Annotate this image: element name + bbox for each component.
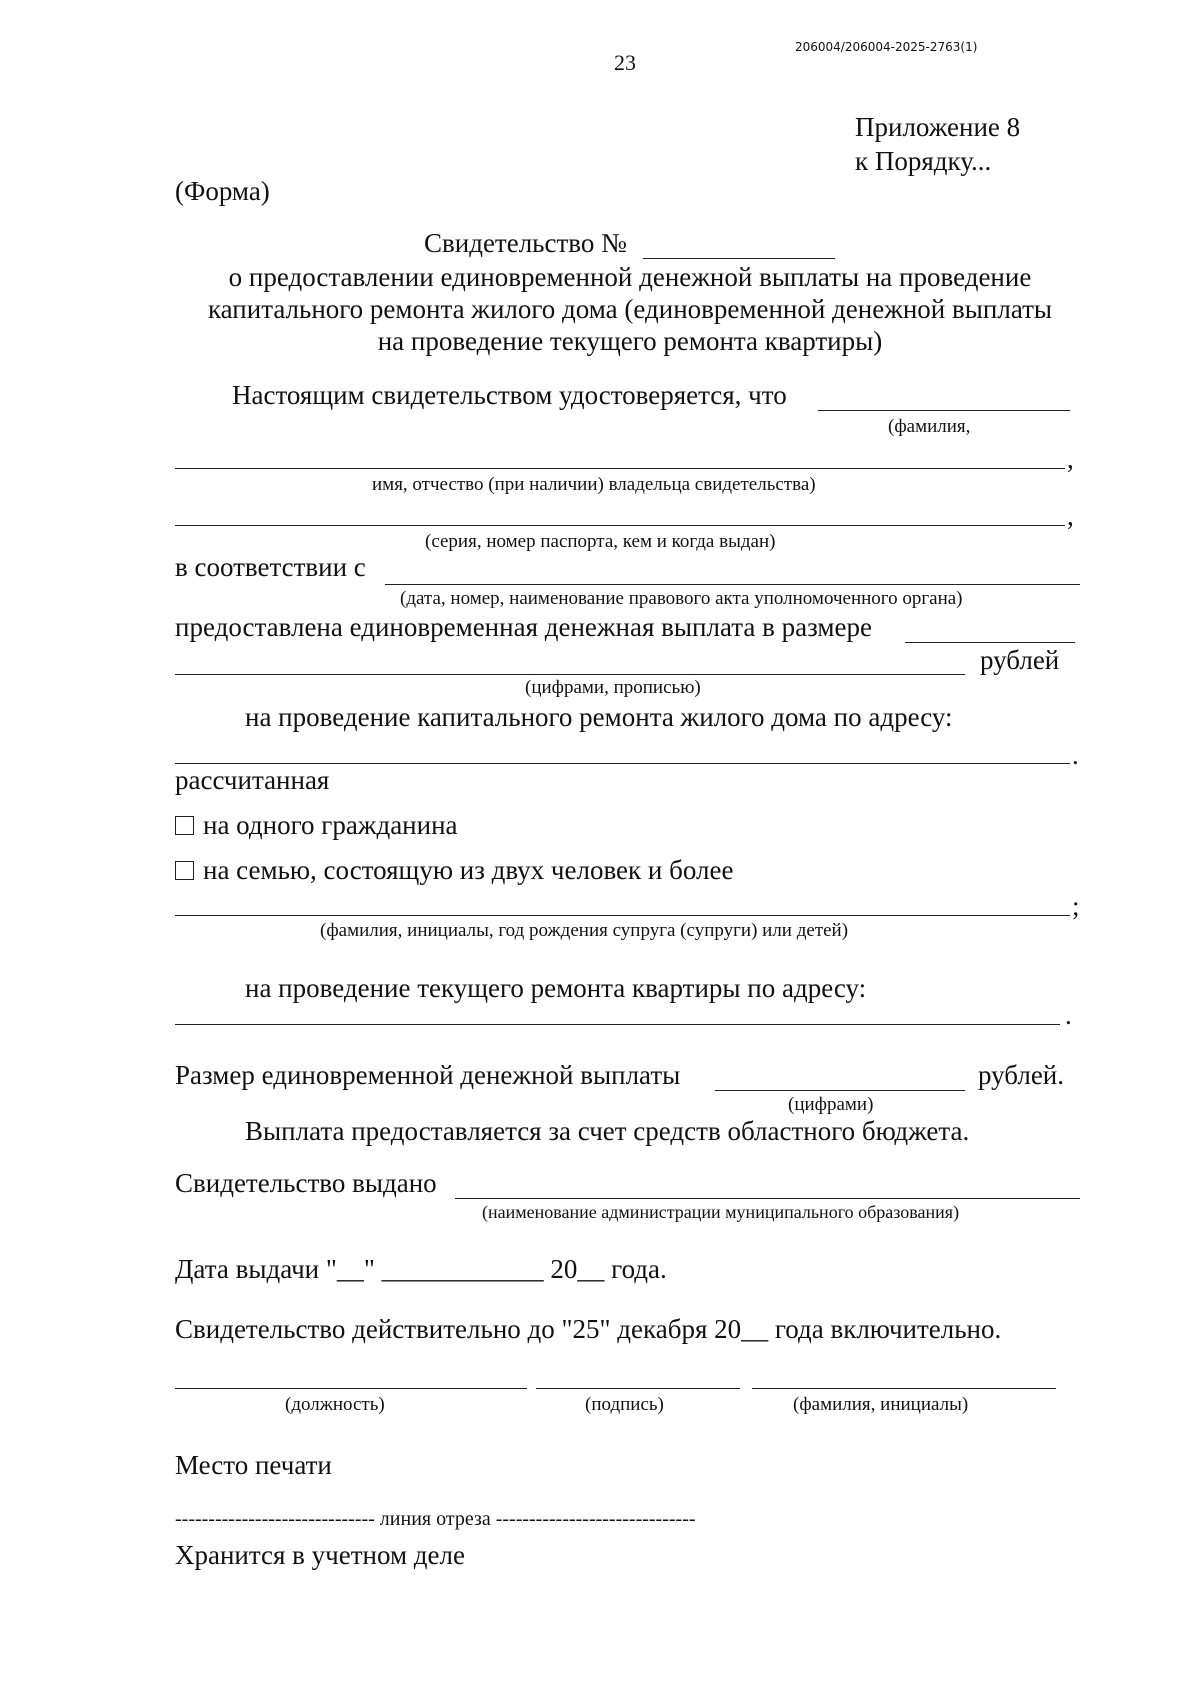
checkbox-icon[interactable] bbox=[175, 861, 194, 880]
hint-surname: (фамилия, bbox=[888, 416, 971, 437]
option-family-label: на семью, состоящую из двух человек и более bbox=[203, 855, 734, 885]
size-line[interactable] bbox=[715, 1090, 965, 1091]
amount-line-1[interactable] bbox=[905, 642, 1075, 643]
hint-act: (дата, номер, наименование правового акта уполномоченного органа) bbox=[400, 588, 963, 609]
amount-line-2[interactable] bbox=[175, 674, 965, 675]
surname-line[interactable] bbox=[818, 410, 1070, 411]
option-family[interactable] bbox=[175, 855, 733, 886]
signature-line[interactable] bbox=[536, 1388, 740, 1389]
rubles-label: рублей bbox=[980, 645, 1060, 675]
name-line[interactable] bbox=[175, 468, 1065, 469]
certificate-number-label: Свидетельство № bbox=[424, 228, 627, 258]
hint-name: имя, отчество (при наличии) владельца свидетельства) bbox=[372, 474, 816, 495]
title-line-4: на проведение текущего ремонта квартиры) bbox=[377, 326, 883, 356]
size-text: Размер единовременной денежной выплаты bbox=[175, 1060, 681, 1090]
passport-line[interactable] bbox=[175, 525, 1065, 526]
current-repair-text: на проведение текущего ремонта квартиры по адресу: bbox=[245, 973, 867, 1003]
hint-amount: (цифрами, прописью) bbox=[525, 677, 701, 698]
stamp-place: Место печати bbox=[175, 1450, 332, 1480]
position-line[interactable] bbox=[175, 1388, 527, 1389]
capital-address-line[interactable] bbox=[175, 763, 1070, 764]
document-id: 206004/206004-2025-2763(1) bbox=[795, 40, 978, 54]
fullname-line[interactable] bbox=[752, 1388, 1056, 1389]
hint-digits: (цифрами) bbox=[788, 1094, 874, 1115]
hint-position: (должность) bbox=[285, 1394, 385, 1415]
issue-date-text: Дата выдачи "__" ____________ 20__ года. bbox=[175, 1254, 667, 1284]
certificate-number-line[interactable] bbox=[643, 258, 835, 259]
act-line[interactable] bbox=[385, 584, 1080, 585]
appendix-subtitle: к Порядку... bbox=[855, 146, 992, 176]
capital-repair-text: на проведение капитального ремонта жилого дома по адресу: bbox=[245, 702, 953, 732]
form-label: (Форма) bbox=[175, 176, 270, 206]
hint-signature: (подпись) bbox=[585, 1394, 664, 1415]
family-line[interactable] bbox=[175, 915, 1070, 916]
comma-2: , bbox=[1067, 501, 1074, 531]
period-2: . bbox=[1065, 1000, 1072, 1030]
cut-line: ------------------------------ линия отреза ------------------------------ bbox=[175, 1508, 696, 1530]
semicolon: ; bbox=[1072, 891, 1080, 921]
calculated-text: рассчитанная bbox=[175, 765, 330, 795]
current-address-line[interactable] bbox=[175, 1024, 1060, 1025]
hint-family: (фамилия, инициалы, год рождения супруга (супруги) или детей) bbox=[320, 920, 849, 941]
issued-line[interactable] bbox=[455, 1198, 1080, 1199]
option-one-citizen[interactable] bbox=[175, 810, 458, 841]
checkbox-icon[interactable] bbox=[175, 816, 194, 835]
option-one-label: на одного гражданина bbox=[203, 810, 458, 840]
accordance-text: в соответствии с bbox=[175, 552, 366, 582]
hint-passport: (серия, номер паспорта, кем и когда выдан) bbox=[425, 531, 776, 552]
hint-admin: (наименование администрации муниципального образования) bbox=[482, 1202, 960, 1222]
issued-text: Свидетельство выдано bbox=[175, 1168, 437, 1198]
valid-text: Свидетельство действительно до "25" декабря 20__ года включительно. bbox=[175, 1314, 1002, 1344]
rubles-dot-label: рублей. bbox=[978, 1060, 1065, 1090]
comma-1: , bbox=[1067, 444, 1074, 474]
hint-fullname: (фамилия, инициалы) bbox=[793, 1394, 969, 1415]
kept-text: Хранится в учетном деле bbox=[175, 1540, 465, 1570]
title-line-3: капитального ремонта жилого дома (единовременной денежной выплаты bbox=[207, 294, 1053, 324]
title-line-2: о предоставлении единовременной денежной выплаты на проведение bbox=[228, 262, 1032, 292]
budget-text: Выплата предоставляется за счет средств областного бюджета. bbox=[245, 1116, 970, 1146]
page-number: 23 bbox=[614, 50, 636, 75]
certify-text: Настоящим свидетельством удостоверяется, что bbox=[232, 380, 787, 410]
appendix-title: Приложение 8 bbox=[855, 112, 1021, 142]
granted-text: предоставлена единовременная денежная выплата в размере bbox=[175, 612, 872, 642]
period-1: . bbox=[1072, 740, 1079, 770]
